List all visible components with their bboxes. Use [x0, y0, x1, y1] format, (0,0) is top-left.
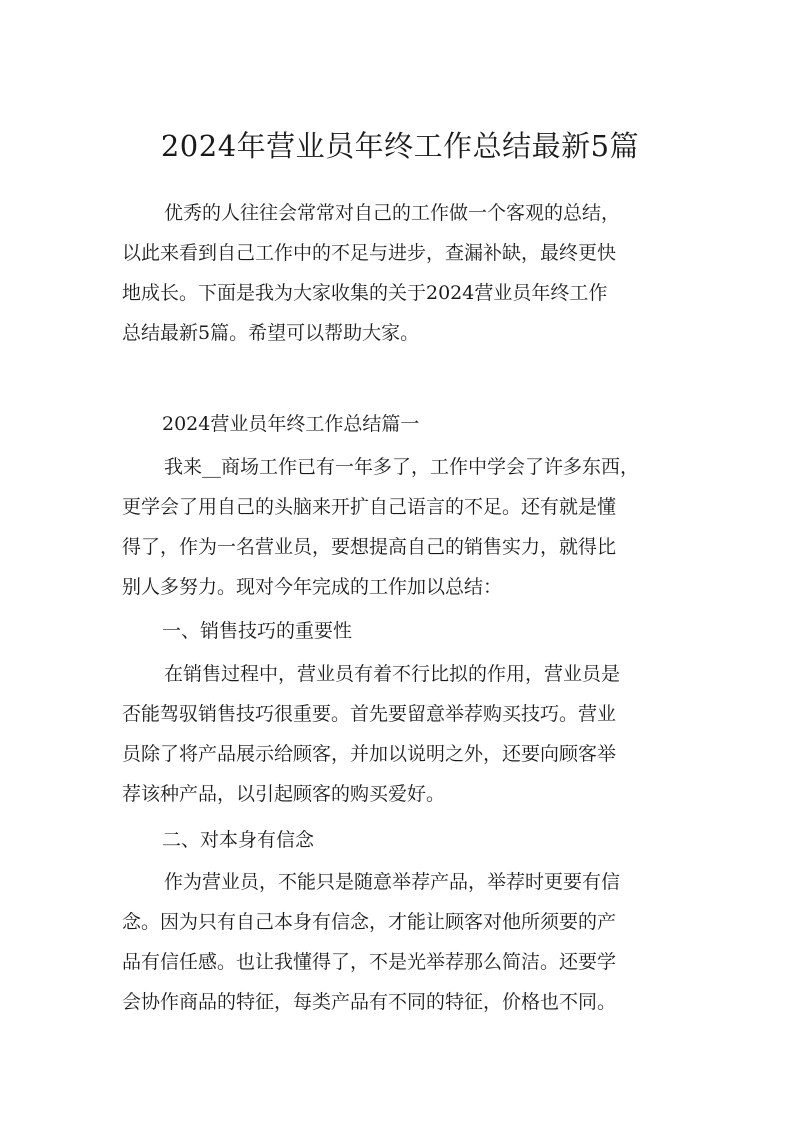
document-title: 2024年营业员年终工作总结最新5篇	[160, 129, 640, 163]
body-line: 在销售过程中，营业员有着不行比拟的作用，营业员是	[164, 663, 621, 685]
body-line: 会协作商品的特征，每类产品有不同的特征，价格也不同。	[122, 991, 617, 1013]
intro-line: 以此来看到自己工作中的不足与进步，查漏补缺，最终更快	[122, 242, 617, 264]
subheading-2: 二、对本身有信念	[162, 829, 315, 851]
body-line: 否能驾驭销售技巧很重要。首先要留意举荐购买技巧。营业	[122, 703, 617, 725]
body-line: 员除了将产品展示给顾客，并加以说明之外，还要向顾客举	[122, 743, 617, 765]
body-line: 念。因为只有自己本身有信念，才能让顾客对他所须要的产	[122, 911, 617, 933]
body-line: 更学会了用自己的头脑来开扩自己语言的不足。还有就是懂	[122, 496, 617, 518]
subheading-1: 一、销售技巧的重要性	[162, 620, 353, 642]
section-title: 2024营业员年终工作总结篇一	[162, 413, 420, 435]
body-line: 得了，作为一名营业员，要想提高自己的销售实力，就得比	[122, 536, 617, 558]
intro-line: 总结最新5篇。希望可以帮助大家。	[122, 322, 420, 344]
intro-line: 地成长。下面是我为大家收集的关于2024营业员年终工作	[122, 282, 608, 304]
body-line: 作为营业员，不能只是随意举荐产品，举荐时更要有信	[164, 871, 621, 893]
intro-paragraph	[122, 193, 680, 353]
body-line: 我来__商场工作已有一年多了，工作中学会了许多东西，	[164, 456, 640, 478]
body-paragraph-3	[122, 862, 680, 1022]
body-line: 荐该种产品，以引起顾客的购买爱好。	[122, 783, 446, 805]
body-line: 别人多努力。现对今年完成的工作加以总结：	[122, 576, 503, 598]
body-paragraph-1	[122, 447, 680, 607]
body-line: 品有信任感。也让我懂得了，不是光举荐那么简洁。还要学	[122, 951, 617, 973]
intro-line: 优秀的人往往会常常对自己的工作做一个客观的总结，	[164, 202, 621, 224]
body-paragraph-2	[122, 654, 680, 814]
